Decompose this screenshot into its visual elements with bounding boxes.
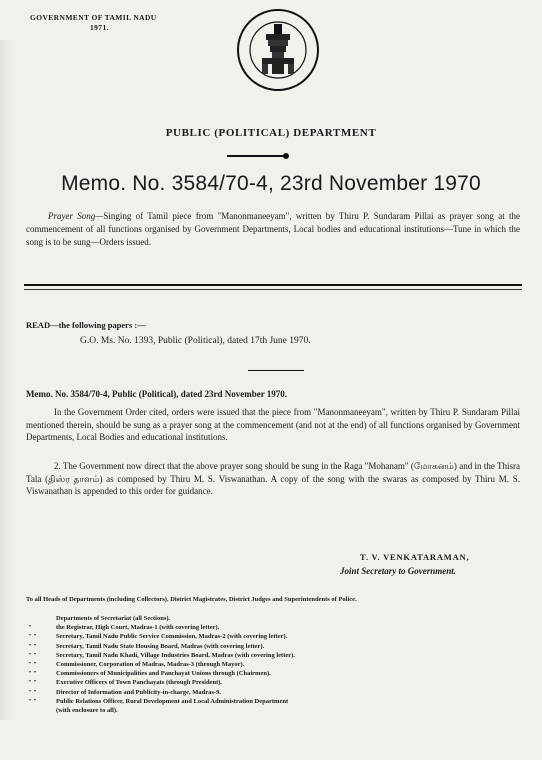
distribution-item: " " Commissioner, Corporation of Madras, Madras-3 (through Mayor). [28,661,245,669]
body-paragraph-1: In the Government Order cited, orders were issued that the piece from "Manonmaneeyam", written by Thiru P. Sundaram Pillai mentioned therein, should be sung as a prayer song at the commencement (and not at the end) of all functions organised by Government Departments, Local Bodies and educational institutions. [26,407,520,442]
scan-edge [0,40,14,720]
distribution-item: " " Executive Officers of Town Panchayats (through President). [28,679,223,687]
distribution-item: " " Director of Information and Publicity-in-charge, Madras-9. [28,688,221,696]
document-year: 1971. [90,23,109,32]
distribution-item: " the Registrar, High Court, Madras-1 (with covering letter). [28,624,220,632]
divider [227,155,285,157]
memo-title: Memo. No. 3584/70-4, 23rd November 1970 [61,172,481,195]
government-name: GOVERNMENT OF TAMIL NADU [30,13,157,22]
divider-dot [283,153,289,159]
short-divider [248,370,304,371]
memo-reference-line: Memo. No. 3584/70-4, Public (Political), dated 23rd November 1970. [26,389,288,399]
read-heading: READ—the following papers :— [26,320,146,330]
distribution-list [28,614,498,715]
go-reference: G.O. Ms. No. 1393, Public (Political), dated 17th June 1970. [80,336,311,346]
department-heading: PUBLIC (POLITICAL) DEPARTMENT [165,127,377,139]
subject-lead: Prayer Song— [48,211,104,221]
signatory-title: Joint Secretary to Government. [340,566,456,576]
distribution-item: Departments of Secretariat (all Sections). [56,615,171,622]
section-rule [24,284,522,286]
subject-text: Singing of Tamil piece from "Manonmaneeyam", written by Thiru P. Sundaram Pillai as prayer song at the commencement of all functions organised by Government Departments, Local bodies and educational institutions—Tune in which the song is to be sung—Orders issued. [26,211,521,247]
body-paragraph-2: 2. The Government now direct that the above prayer song should be sung in the Raga "Mohanam" (மோகனம்) and in the Thisra Tala (திஸ்ர தாளம்) as composed by Thiru M. S. Viswanathan. A copy of the song with the swaras as composed by Thiru M. S. Viswanathan is appended to this order for guidance. [26,461,520,496]
distribution-item: (with enclosure to all). [56,707,118,715]
tamil-nadu-seal-emblem [236,6,320,96]
signatory-name: T. V. VENKATARAMAN, [360,552,470,562]
distribution-item: " " Secretary, Tamil Nadu Khadi, Village Industries Board, Madras (with covering letter). [28,651,295,659]
subject-paragraph [26,210,520,249]
distribution-item: " " Secretary, Tamil Nadu State Housing Board, Madras (with covering letter). [28,642,265,650]
government-header [30,13,157,33]
distribution-item: " " Public Relations Officer, Rural Development and Local Administration Department [28,697,289,705]
distribution-heading: To all Heads of Departments (including Collectors), District Magistrates, District Judges and Superintendents of Police. [26,596,357,603]
distribution-item: " " Secretary, Tamil Nadu Public Service Commission, Madras-2 (with covering letter). [28,633,288,641]
distribution-item: " " Commissioners of Municipalities and Panchayat Unions through (Chairmen). [28,670,271,678]
section-rule-thin [24,289,522,290]
